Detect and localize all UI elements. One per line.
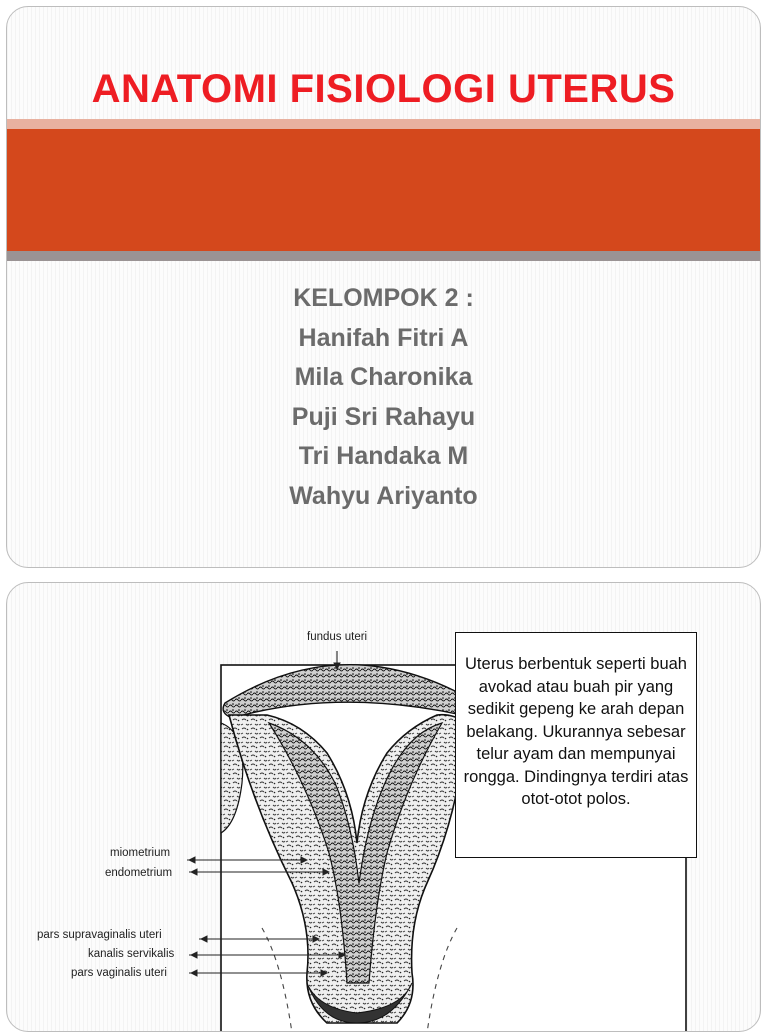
label-pars-supravaginalis: pars supravaginalis uteri	[37, 929, 162, 941]
accent-band	[7, 129, 760, 251]
label-kanalis-servikalis: kanalis servikalis	[88, 948, 175, 960]
group-members	[7, 279, 760, 516]
member-name: Tri Handaka M	[298, 442, 469, 470]
title-slide	[6, 6, 761, 568]
label-endometrium: endometrium	[105, 867, 173, 879]
member-name: Mila Charonika	[294, 363, 473, 391]
member-name: Wahyu Ariyanto	[289, 481, 478, 510]
group-heading: KELOMPOK 2 :	[293, 284, 474, 312]
label-miometrium: miometrium	[110, 847, 171, 859]
label-pars-vaginalis: pars vaginalis uteri	[71, 967, 167, 979]
accent-band-light	[7, 119, 760, 129]
description-box: Uterus berbentuk seperti buah avokad atau buah pir yang sedikit gepeng ke arah depan belakang. Ukurannya sebesar telur ayam dan mempunyai rongga. Dindingnya terdiri atas otot-otot polos.	[455, 632, 697, 858]
anatomy-slide	[6, 582, 761, 1032]
label-fundus-uteri: fundus uteri	[307, 631, 368, 643]
accent-band-gray	[7, 251, 760, 261]
slide-title: ANATOMI FISIOLOGI UTERUS	[91, 67, 676, 111]
member-name: Puji Sri Rahayu	[291, 402, 476, 431]
member-name: Hanifah Fitri A	[298, 323, 469, 352]
